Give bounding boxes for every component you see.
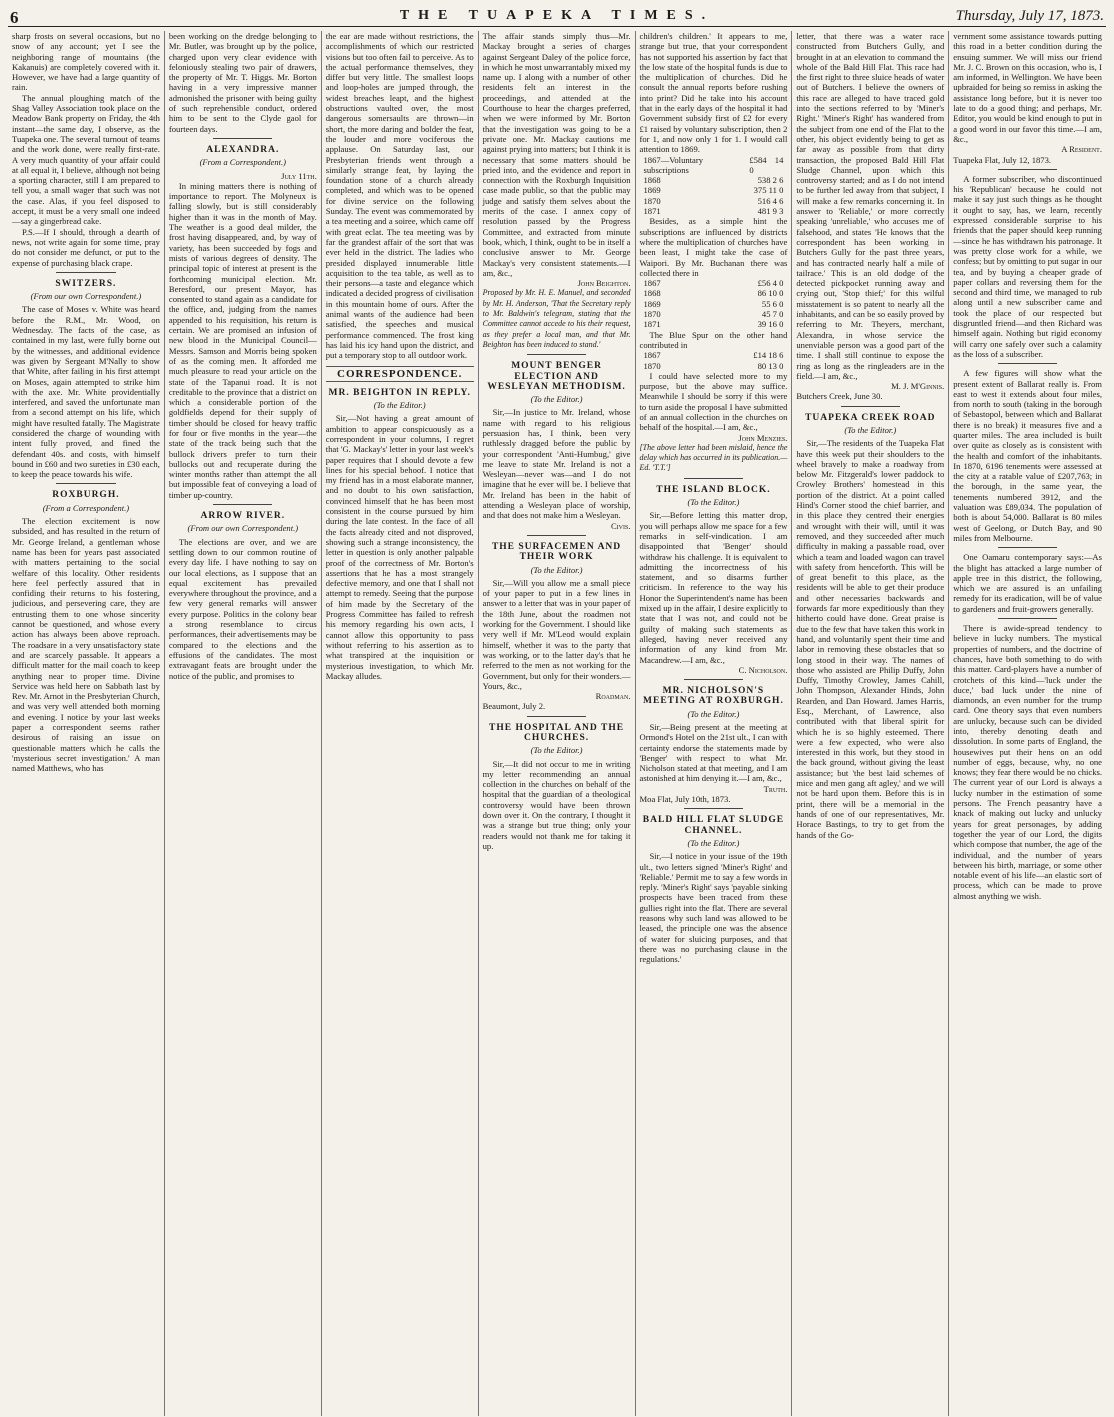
table-cell-amount: £56 4 0 bbox=[757, 278, 784, 289]
table-cell-year: 1870 bbox=[643, 309, 661, 320]
waipori-table bbox=[640, 278, 788, 329]
table-cell-amount: 45 7 0 bbox=[761, 309, 784, 320]
article-text: The annual ploughing match of the Shag Valley Association took place on the Meadow Bank property on Friday, the 4th instant—the same day, I observe, as the Tuapeka one. The several turnout of teams and the work done, were really first-rate. A very much quantity of your affair could at all equal it, I believe, although not being a sporting character, still I am prepared to tell you, a small wager that such was not the case. Alas, if you feel disposed to accept, it must be a very small one indeed—say a gingerbread cake. bbox=[12, 92, 160, 227]
table-row bbox=[640, 309, 788, 319]
article-text: been working on the dredge belonging to Mr. Butler, was brought up by the police, charged upon very clear evidence with feloniously stealing two pair of drawers, the property of Mr. T. Higgs. Mr. Borton having in a very impressive manner admonished the prisoner with being guilty of such reprehensible conduct, ordered him to be sent to the Clyde gaol for fourteen days. bbox=[168, 31, 317, 134]
article-text: The elections are over, and we are settling down to our common routine of every day life. I have nothing to say on our local elections, as I suppose that an equal excitement has prevailed everywhere throughout the province, and a few very general remarks will answer every purpose. Politics in the colony bear a strong resemblance to circus performances, their advertisements may be compared to the elections and the effusions of the candidates. The most extravagant feats are brought under the notice of the public, and promises to bbox=[168, 536, 317, 681]
dateline: Tuapeka Flat, July 12, 1873. bbox=[953, 154, 1052, 165]
article-text: The case of Moses v. White was heard before the R.M., Mr. Wood, on Wednesday. The facts of the case, as contained in my last, were fully borne out by the witnesses, and additional evidence was given by Sergeant M'Nally to show that White, after failing in his first attempt on Moses, again attempted to strike him with the axe. Mr. White providentially interfered, and saved the unfortunate man from a second attempt on his life, which might have resulted fatally. The Magistrate considered the charge of wounding with intent fully proved, and fined the defendant 40s. and costs, with himself bound in £60 and two sureties in £30 each, to keep the peace towards his wife. bbox=[12, 304, 160, 480]
signature: C. Nicholson. bbox=[738, 664, 788, 675]
letter-subheading: (To the Editor.) bbox=[373, 400, 426, 411]
letter-text: Sir,—Will you allow me a small piece of your paper to put in a few lines in answer to a letter that was in your paper of the 18th June, about the roadmen not working for the Government. I should like very well if Mr. M'Leod would explain himself, whether it was to the party that was working, or to the latter day's that he referred to the men as not working for the Government, but only for their wonders.—Yours, &c., bbox=[482, 577, 631, 691]
signature: John Beighton. bbox=[577, 278, 631, 289]
divider bbox=[213, 504, 272, 505]
table-cell-year: 1871 bbox=[643, 206, 661, 217]
article-text: One Oamaru contemporary says:—As the blight has attacked a large number of apple tree in this district, the following, which we are assured is an unfailing remedy for its eradication, will be of value to gardeners and fruit-growers generally. bbox=[953, 552, 1102, 614]
article-text: sharp frosts on several occasions, but no snow of any account; yet I see the neighboring range of mountains (the Kakanuis) are completely covered with it. However, we have had a large quantity of rain. bbox=[12, 31, 160, 93]
letter-heading: MOUNT BENGER ELECTION AND WESLEYAN METHODISM. bbox=[487, 361, 626, 392]
table-cell-amount: 39 16 0 bbox=[757, 319, 784, 330]
letter-text: Besides, as a simple hint the subscriptions are influenced by districts where the multiplication of churches have been least, I might take the case of Waipori. By Mr. Buchanan there was collected there in bbox=[639, 216, 788, 278]
signature: Roadman. bbox=[595, 691, 631, 702]
divider bbox=[841, 406, 900, 407]
table-cell-amount: 55 6 0 bbox=[761, 298, 784, 309]
dateline: Beaumont, July 2. bbox=[482, 701, 546, 712]
table-cell-year: 1871 bbox=[643, 319, 661, 330]
newspaper-title: THE TUAPEKA TIMES. bbox=[399, 8, 715, 23]
table-cell-amount: 86 10 0 bbox=[757, 288, 784, 299]
article-text: P.S.—If I should, through a dearth of news, not write again for some time, pray do not consider me defunct, or put to the expense of purchasing black crape. bbox=[12, 226, 160, 268]
letter-subheading: (To the Editor.) bbox=[530, 394, 583, 405]
section-heading: ROXBURGH. bbox=[52, 490, 120, 501]
dateline: Butchers Creek, June 30. bbox=[796, 391, 883, 402]
table-row bbox=[640, 288, 788, 298]
table-row bbox=[640, 175, 788, 185]
table-cell-year: 1869 bbox=[643, 298, 661, 309]
letter-heading: MR. BEIGHTON IN REPLY. bbox=[328, 387, 471, 398]
table-cell-amount: 80 13 0 bbox=[757, 360, 784, 371]
table-row bbox=[640, 361, 788, 371]
letter-text: letter, that there was a water race constructed from Butchers Gully, and brought in at an elevation to command the whole of the Bald Hill Flat. This race had the first right to three sluice heads of water out of Butchers. I believe the owners of this race are alleged to have traced gold into the sections referred to by 'Miner's Right.' 'Miner's Right' has wandered from the subject from one end of the Flat to the other, his object evidently being to get as far away as possible from that dirty transaction, the proposed Bald Hill Flat Sludge Channel, upon which this controversy started; and as I do not intend to be further led away from that subject, I will make a few remarks concerning it. In answer to 'Reliable,' or more correctly speaking 'unreliable,' who accuses me of falsehood, and states 'He knows that the correspondent has been working in Butchers Gully for the past three years, and has contracted nearly half a mile of tailrace.' This is an old dodge of the detected pickpocket running away and crying out, 'Stop thief;' for this wilful misstatement is so patent to nearly all the inhabitants, and can be so easily proved by referring to Mr. Theyers, merchant, Alexandra, in whose service the unenviable person was a good part of the time. I shall still continue to expose the ring as long as the ringleaders are in the field.—I am, &c., bbox=[796, 31, 945, 381]
signature: M. J. M'Ginnis. bbox=[891, 381, 945, 392]
divider bbox=[998, 363, 1057, 364]
divider bbox=[998, 618, 1057, 619]
table-cell-year: 1869 bbox=[643, 185, 661, 196]
table-cell-year: 1870 bbox=[643, 360, 661, 371]
table-cell-amount: £584 14 0 bbox=[749, 154, 784, 175]
section-subheading: (From our own Correspondent.) bbox=[30, 291, 142, 302]
section-subheading: (From a Correspondent.) bbox=[42, 502, 130, 513]
divider bbox=[684, 808, 743, 809]
section-subheading: (From a Correspondent.) bbox=[199, 157, 287, 168]
divider bbox=[998, 169, 1057, 170]
article-text: There is awide-spread tendency to believe in lucky numbers. The mystical properties of numbers, and the doctrine of chances, have both something to do with this matter. Card-players have a number of crotchets of this kind—'luck under the duce,' bad luck under the nine of diamonds, an even number for the trump card. One theory says that even numbers are unlucky, because such can be divided into, thereby denoting death and dissolution. In some parts of England, the housewives put their hens on an odd number of eggs, because, why, no one knows; they fear there would be no chicks. The current year of our Lord is always a lucky number in the estimation of some persons. The French peasantry have a knack of making out lucky and unlucky years for great personages, by adding together the year of our Lord, the digits which compose that number, the age of the individual, and the number of years between his birth, marriage, or some other notable event of his life—an elastic sort of process, which can be made to prove almost anything we wish. bbox=[953, 623, 1102, 901]
table-row bbox=[640, 185, 788, 195]
letter-heading: THE ISLAND BLOCK. bbox=[656, 484, 771, 495]
table-cell-year: 1870 bbox=[643, 195, 661, 206]
letter-text: The Blue Spur on the other hand contributed in bbox=[639, 329, 788, 350]
signature: A Resident. bbox=[1061, 144, 1102, 155]
letter-heading: TUAPEKA CREEK ROAD bbox=[805, 412, 936, 423]
letter-subheading: (To the Editor.) bbox=[687, 837, 740, 848]
letter-text: Sir,—In justice to Mr. Ireland, whose name with regard to his religious persuasion has, I think, been very ruthlessly dragged before the public by your correspondent 'Anti-Humbug,' give me leave to state Mr. Ireland is not a Wesleyan—never was—and I do not imagine that he ever will be. I believe that Mr. Ireland has been in the habit of attending a Wesleyan place of worship, and that does not make him a Wesleyan. bbox=[482, 407, 631, 521]
column-6 bbox=[792, 31, 949, 1416]
letter-text: Sir,—Before letting this matter drop, you will perhaps allow me space for a few remarks in self-vindication. I am disappointed that 'Benger' should withdraw his challenge. It is equivalent to admitting the incorrectness of his statement, and so disarms further criticism. In reference to the way his Honor the Superintendent's name has been mixed up in the affair, I desire explicitly to state that I was not, and could not be guilty of making such statements as alleged, having never received any information of any kind from Mr. Macandrew.—I am, &c., bbox=[639, 510, 788, 665]
signature: Civis. bbox=[610, 520, 631, 531]
masthead bbox=[8, 6, 1106, 27]
editor-note: [The above letter had been mislaid, hence the delay which has occurred in its publication.—Ed. 'T.T.'] bbox=[639, 442, 788, 473]
divider bbox=[684, 679, 743, 680]
article-text: A few figures will show what the present extent of Ballarat really is. From east to west it extends about four miles, from north to south (taking in the borough of Sebastopol, between which and Ballarat there is no break) it measures five and a quarter miles. The area included is built over quite as closely as is consistent with the health and comfort of the inhabitants. In 1870, 6196 tenements were assessed at the city at a ratable value of £207,763; in the borough, in the same year, the tenements numbered 3912, and the valuation was £89,034. The population of both is about 54,000. Ballarat is 80 miles west of Geelong, or Dutch Bay, and 90 miles from Melbourne. bbox=[953, 368, 1102, 543]
column-3 bbox=[322, 31, 479, 1416]
resolution-text: Proposed by Mr. H. E. Manuel, and seconded by Mr. H. Anderson, 'That the Secretary reply to Mr. Baldwin's telegram, stating that the Committee cannot accede to his their request, as they prefer a local man, and that Mr. Beighton has been induced to stand.' bbox=[482, 288, 631, 349]
letter-text: Sir,—The residents of the Tuapeka Flat have this week put their shoulders to the wheel bravely to make a roadway from below Mr. Fitzgerald's lower paddock to Crowley Brothers' homestead in this portion of the district. At a point called Hind's Corner stood the chief barrier, and in this place they centred their energies and wrought with their will, until it was removed, and they succeeded after much difficulty in making a passable road, over which a team and loaded wagon can travel with safety from henceforth. This will be of great benefit to this place, as the residents will be able to get their produce and other necessaries backwards and forwards far more expeditiously than they hitherto could have done. Great praise is due to the few that have taken this work in hand, and voluntarily spent their time and labor in removing these obstacles that so long stood in their way. The names of those who assisted are Philip Duffy, John Duffy, Timothy Crowley, James Cahill, John Thompson, Alexander Hinds, John Rearden, and Dan Howard. James Harris, Esq., Merchant, of Lawrence, also contributed with that liberal spirit for which he is so highly esteemed. There were a few expected, who were also interested in this work, but they stood in the back ground, without giving the least assistance; but 'the best laid schemes of mice and men gang aft agley,' and we will not be hard upon them. Before this is in print, there will be a memorial in the hands of one of our representatives, Mr. Horace Bastings, to try to get from the hands of the Go- bbox=[796, 438, 945, 840]
letter-heading: BALD HILL FLAT SLUDGE CHANNEL. bbox=[642, 815, 785, 836]
divider bbox=[213, 138, 272, 139]
section-heading: ALEXANDRA. bbox=[206, 144, 280, 155]
section-heading: ARROW RIVER. bbox=[200, 511, 286, 522]
table-cell-year: 1868 bbox=[643, 288, 661, 299]
columns bbox=[8, 31, 1106, 1416]
table-row bbox=[640, 206, 788, 216]
article-text: The election excitement is now subsided, and has resulted in the return of Mr. George Ireland, a gentleman whose name has been for years past associated with matters pertaining to the social welfare of this locality. Other residents here feel perfectly assured that in confiding their returns to his fostering, judicious, and persevering care, they are entrusting them to one whose sincerity cannot be questioned, and whose every action has always been above reproach. The roadsare in a very unsatisfactory state and are scarcely passable. It appears a difficult matter for the mail coach to keep anything near to proper time. Divine Service was held here on Sabbath last by Rev. Mr. Arnot in the Presbyterian Church, and was very well attended both morning and evening. I notice by your last weeks paper a correspondent seems rather desirous of raising an issue on questionable matters which he calls the 'mysterious secret investigation.' A man named Matthews, who has bbox=[12, 516, 160, 774]
divider bbox=[527, 354, 586, 355]
table-cell-year: 1868 bbox=[643, 175, 661, 186]
table-cell-amount: £14 18 6 bbox=[753, 350, 784, 361]
page-number: 6 bbox=[10, 8, 19, 27]
table-row bbox=[640, 319, 788, 329]
letter-subheading: (To the Editor.) bbox=[530, 564, 583, 575]
article-text: In mining matters there is nothing of importance to report. The Molyneux is falling slowly, but is still considerably higher than it was in the month of May. The weather is a good deal milder, the frost having disappeared, and, by way of variety, has been succeeded by fogs and mists of various degrees of density. The principal topic of interest at present is the forthcoming municipal election. Mr. Beresford, our present Mayor, has consented to stand again as a candidate for the office, and, judging from the names appended to his requisition, his return is certain. We are promised an infusion of new blood in the Municipal Council—Messrs. Samson and Morris being spoken of as the coming men. It afforded me much pleasure to read your article on the state of the Tapanui road. It is not creditable to the province that a district on which a considerable portion of the goldfields depend for their supply of timber should be closed for heavy traffic for four or five months in the year—the state of the track being such that the bullock drivers prefer to turn their bullocks out and recuperate during the winter months rather than attempt the all but impossible feat of conveying a load of timber up-country. bbox=[168, 180, 317, 500]
table-row bbox=[640, 278, 788, 288]
letter-text: children's children.' It appears to me, strange but true, that your correspondent has not supported his assertion by fact that the low state of the hospital funds is due to the multiplication of churches. Did he consult the annual reports before rushing into print? Did he take into his account that in the early days of the hospital it had Government subsidy first of £2 for every £1 raised by voluntary subscription, then 2 for 1, and now only 1 for 1. I would call attention to 1869. bbox=[639, 31, 788, 155]
dateline: Moa Flat, July 10th, 1873. bbox=[639, 794, 731, 805]
letter-text: I could have selected more to my purpose, but the above may suffice. Meanwhile I should be sorry if this were to turn aside the proposal I have submitted of an annual collection in the churches on behalf of the hospital.—I am, &c., bbox=[639, 370, 788, 433]
table-cell-amount: 375 11 0 bbox=[753, 185, 784, 196]
letter-text: Sir,—It did not occur to me in writing my letter recommending an annual collection in the churches on behalf of the hospital that the guardian of a theological controversy would have been thrown down over it. On the contrary, I thought it was a strange but true thing; only your readers would not thank me for taking it up. bbox=[482, 758, 631, 851]
table-row bbox=[640, 196, 788, 206]
letter-text: The affair stands simply thus—Mr. Mackay brought a series of charges against Sergeant Daley of the police force, in which he most unwarrantably mixed my name up. I along with a number of other residents felt an interest in the proceedings, and attended at the Courthouse to hear the charges preferred, when we were informed by Mr. Borton that the investigation was going to be a private one. Mr. Mackay cautions me against prying into matters; but I think it is necessary that some matters should be pried into, and the evidence and report in connection with the Roxburgh Inquisition case made public, so that the public may judge and satisfy them selves about the merits of the case. I annex copy of resolution passed by the Progress Committee, and extracted from minute book, which, I think, ought to be in itself a conclusive answer to Mr. George Mackay's very consistent statements.—I am, &c., bbox=[482, 31, 631, 278]
signature: Truth. bbox=[763, 783, 788, 794]
section-heading: SWITZERS. bbox=[55, 278, 117, 289]
letter-subheading: (To the Editor.) bbox=[687, 497, 740, 508]
column-1 bbox=[8, 31, 165, 1416]
letter-text: Sir,—Not having a great amount of ambition to appear conspicuously as a correspondent in your columns, I regret that 'G. Mackay's' letter in your last week's paper requires that I should devote a few lines for his special behoof. I notice that my friend has in a most elaborate manner, and no doubt to his own satisfaction, convinced himself that he has been most consistent in the course pursued by him during the late contest. In the face of all the facts already cited and not disproved, showing such a strange inconsistency, the letter in question is only another palpable proof of the correctness of Mr. Borton's assertions that he has a most strangely defective memory, and one that I shall not attempt to remedy. Seeing that the purpose of him made by the Secretary of the Progress Committee has failed to refresh his memory regarding his own acts, I cannot allow this opportunity to pass without referring to his assertion as to what transpired at the inquisition or mysterious investigation, to which Mr. Mackay alludes. bbox=[325, 413, 474, 681]
table-cell-year: 1867 bbox=[643, 350, 661, 361]
column-2 bbox=[165, 31, 322, 1416]
table-row bbox=[640, 299, 788, 309]
letter-subheading: (To the Editor.) bbox=[687, 708, 740, 719]
issue-date: Thursday, July 17, 1873. bbox=[955, 8, 1104, 24]
divider bbox=[527, 716, 586, 717]
article-text: the ear are made without restrictions, the accomplishments of which our restricted visions but too often fail to perceive. As to the actual performance themselves, they differ but very little. The smallest loops and loop-holes are jumped through, the widest breaches leapt, and the highest obstructions vaulted over, the most dangerous somersaults are thrown—in short, the more daring and bolder the feat, the louder and more vociferous the applause. On Saturday last, our Presbyterian friends went through a similarly strange feat, by laying the foundation stone of a church already completed, and which was to be opened for divine service on the following Sunday. The event was commemorated by a tea meeting and a soiree, which came off with great eclat. The tea meeting was by far the grandest affair of the sort that was ever held in the district. The ladies who presided displayed innumerable little acquisition to the tea table, as well as to their persons—a taste and elegance which indicated a decided progress of civilisation in this mountain home of ours. After the animal wants of the audience had been satisfied, the speeches and musical performance commenced. The frost king has laid his icy hand upon the district, and put a temporary stop to all outdoor work. bbox=[325, 31, 474, 361]
divider bbox=[684, 478, 743, 479]
table-cell-amount: 538 2 6 bbox=[757, 175, 784, 186]
letter-text: vernment some assistance towards putting this road in a better condition during the ensuing summer. We will miss our friend Mr. J. C. Brown on this occasion, who is, I am informed, in Wellington. We have been upbraided for being so remiss in asking the assistance long before, but it is never too late to do a good thing; and perhaps, Mr. Editor, you would be kind enough to put in a good word in our favor this time.—I am, &c., bbox=[953, 31, 1102, 144]
table-cell-year: 1867 bbox=[643, 278, 661, 289]
divider bbox=[56, 272, 115, 273]
letter-subheading: (To the Editor.) bbox=[530, 745, 583, 756]
column-5 bbox=[636, 31, 793, 1416]
dateline: July 11th. bbox=[281, 170, 317, 181]
table-row bbox=[640, 350, 788, 360]
column-7 bbox=[949, 31, 1106, 1416]
divider bbox=[998, 547, 1057, 548]
section-heading: CORRESPONDENCE. bbox=[326, 366, 474, 382]
subscriptions-table bbox=[640, 155, 788, 217]
table-cell-amount: 481 9 3 bbox=[757, 206, 784, 217]
table-row bbox=[640, 155, 788, 176]
letter-heading: MR. NICHOLSON'S MEETING AT ROXBURGH. bbox=[643, 686, 784, 707]
column-4 bbox=[479, 31, 636, 1416]
blue-spur-table bbox=[640, 350, 788, 371]
divider bbox=[527, 535, 586, 536]
letter-heading: THE HOSPITAL AND THE CHURCHES. bbox=[489, 722, 625, 743]
letter-text: Sir,—I notice in your issue of the 19th ult., two letters signed 'Miner's Right' and 'Reliable.' Permit me to say a few words in reply. 'Miner's Right' says 'payable sinking prospects have been traced from these gullies right into the flat. There are several reasons why such land was allowed to be leased, the principle one was the absence of water for sluicing purposes, and that there was no purchasing clause in the regulations.' bbox=[639, 851, 788, 965]
section-subheading: (From our own Correspondent.) bbox=[187, 523, 299, 534]
letter-heading: THE SURFACEMEN AND THEIR WORK bbox=[491, 541, 622, 563]
table-cell-amount: 516 4 6 bbox=[757, 195, 784, 206]
article-text: A former subscriber, who discontinued his 'Republican' because he could not make it say just such things as he thought it ought to say, has, we learn, recently expressed considerable surprise to his friends that the paper should keep running—since he has withdrawn his patronage. It was pretty close work for a while, we confess; but by omitting to put sugar in our tea, and by buying a cheaper grade of paper collars and reversing them for the second and third time, we managed to rub along until a new subscriber came and took the place of our respected but disgruntled friend—and then Richard was himself again. Nothing but rigid economy will carry one safely over such a calamity as the loss of a subscriber. bbox=[953, 173, 1102, 359]
letter-text: Sir,—Being present at the meeting at Ormond's Hotel on the 21st ult., I can with certainty endorse the statements made by 'Benger' with respect to what Mr. Nicholson stated at that meeting, and I am astonished at him denying it.—I am, &c., bbox=[639, 722, 788, 784]
signature: John Menzies. bbox=[738, 432, 788, 443]
letter-subheading: (To the Editor.) bbox=[844, 424, 897, 435]
table-cell-year: 1867—Voluntary subscriptions bbox=[643, 154, 704, 175]
divider bbox=[56, 483, 115, 484]
